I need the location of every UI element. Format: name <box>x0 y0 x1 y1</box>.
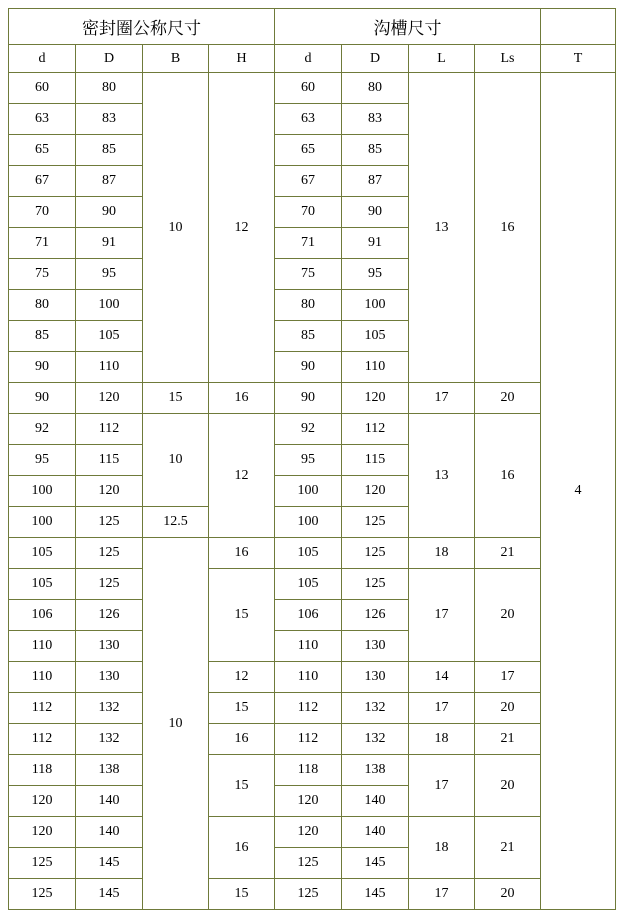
cell-seal-D: 115 <box>76 445 143 476</box>
cell-l-merged: 13 <box>409 414 475 538</box>
cell-groove-d: 60 <box>275 73 342 104</box>
cell-seal-d: 120 <box>9 817 76 848</box>
cell-groove-d: 90 <box>275 352 342 383</box>
cell-l-merged: 18 <box>409 538 475 569</box>
cell-seal-d: 75 <box>9 259 76 290</box>
seal-ring-dimension-table <box>8 8 616 910</box>
cell-t-merged: 4 <box>541 73 616 910</box>
cell-groove-D: 91 <box>342 228 409 259</box>
cell-groove-D: 115 <box>342 445 409 476</box>
group-header-groove: 沟槽尺寸 <box>275 9 541 45</box>
column-header-seal-D: D <box>76 45 143 73</box>
document-page <box>0 8 623 899</box>
column-header-seal-B: B <box>143 45 209 73</box>
cell-b-merged: 12.5 <box>143 507 209 538</box>
cell-h-merged: 15 <box>209 879 275 910</box>
cell-groove-d: 118 <box>275 755 342 786</box>
cell-groove-d: 100 <box>275 476 342 507</box>
cell-ls-merged: 20 <box>475 693 541 724</box>
cell-groove-d: 71 <box>275 228 342 259</box>
cell-seal-d: 85 <box>9 321 76 352</box>
cell-groove-d: 110 <box>275 631 342 662</box>
cell-groove-d: 85 <box>275 321 342 352</box>
cell-seal-d: 63 <box>9 104 76 135</box>
cell-groove-D: 85 <box>342 135 409 166</box>
cell-groove-d: 106 <box>275 600 342 631</box>
cell-groove-d: 110 <box>275 662 342 693</box>
cell-groove-D: 130 <box>342 631 409 662</box>
cell-l-merged: 17 <box>409 755 475 817</box>
cell-groove-D: 87 <box>342 166 409 197</box>
cell-seal-d: 105 <box>9 538 76 569</box>
cell-ls-merged: 20 <box>475 879 541 910</box>
group-header-seal-nominal: 密封圈公称尺寸 <box>9 9 275 45</box>
cell-seal-d: 95 <box>9 445 76 476</box>
cell-l-merged: 17 <box>409 569 475 662</box>
cell-seal-D: 120 <box>76 383 143 414</box>
cell-groove-D: 120 <box>342 476 409 507</box>
cell-groove-d: 105 <box>275 538 342 569</box>
cell-groove-d: 67 <box>275 166 342 197</box>
column-header-seal-d: d <box>9 45 76 73</box>
table-row <box>9 383 616 414</box>
cell-seal-d: 67 <box>9 166 76 197</box>
table-row <box>9 414 616 445</box>
table-row <box>9 538 616 569</box>
cell-groove-d: 75 <box>275 259 342 290</box>
cell-groove-d: 120 <box>275 817 342 848</box>
cell-l-merged: 14 <box>409 662 475 693</box>
cell-groove-D: 112 <box>342 414 409 445</box>
cell-seal-d: 80 <box>9 290 76 321</box>
cell-groove-d: 70 <box>275 197 342 228</box>
cell-seal-D: 87 <box>76 166 143 197</box>
cell-groove-D: 110 <box>342 352 409 383</box>
cell-seal-D: 90 <box>76 197 143 228</box>
cell-l-merged: 18 <box>409 817 475 879</box>
column-header-groove-d: d <box>275 45 342 73</box>
cell-groove-D: 125 <box>342 538 409 569</box>
cell-groove-d: 100 <box>275 507 342 538</box>
cell-seal-d: 65 <box>9 135 76 166</box>
column-header-row <box>9 45 616 73</box>
cell-seal-d: 125 <box>9 848 76 879</box>
cell-seal-D: 105 <box>76 321 143 352</box>
cell-h-merged: 16 <box>209 538 275 569</box>
cell-seal-d: 100 <box>9 476 76 507</box>
cell-seal-D: 138 <box>76 755 143 786</box>
cell-h-merged: 12 <box>209 662 275 693</box>
cell-seal-D: 125 <box>76 569 143 600</box>
cell-seal-d: 105 <box>9 569 76 600</box>
cell-seal-D: 95 <box>76 259 143 290</box>
cell-b-merged: 15 <box>143 383 209 414</box>
cell-groove-d: 112 <box>275 724 342 755</box>
cell-seal-d: 120 <box>9 786 76 817</box>
cell-seal-D: 140 <box>76 817 143 848</box>
cell-seal-D: 91 <box>76 228 143 259</box>
cell-h-merged: 16 <box>209 383 275 414</box>
cell-seal-D: 110 <box>76 352 143 383</box>
cell-groove-D: 126 <box>342 600 409 631</box>
cell-l-merged: 17 <box>409 383 475 414</box>
cell-groove-D: 132 <box>342 724 409 755</box>
cell-ls-merged: 17 <box>475 662 541 693</box>
cell-seal-d: 112 <box>9 724 76 755</box>
cell-h-merged: 12 <box>209 414 275 538</box>
table-row <box>9 755 616 786</box>
cell-ls-merged: 20 <box>475 569 541 662</box>
cell-ls-merged: 21 <box>475 724 541 755</box>
cell-h-merged: 16 <box>209 817 275 879</box>
cell-groove-D: 83 <box>342 104 409 135</box>
cell-groove-D: 80 <box>342 73 409 104</box>
column-header-T: T <box>541 45 616 73</box>
cell-groove-d: 125 <box>275 879 342 910</box>
column-header-groove-L: L <box>409 45 475 73</box>
cell-seal-d: 60 <box>9 73 76 104</box>
cell-groove-D: 145 <box>342 879 409 910</box>
cell-seal-D: 132 <box>76 693 143 724</box>
cell-seal-d: 90 <box>9 383 76 414</box>
cell-groove-d: 95 <box>275 445 342 476</box>
cell-groove-d: 125 <box>275 848 342 879</box>
cell-seal-d: 70 <box>9 197 76 228</box>
cell-groove-D: 120 <box>342 383 409 414</box>
cell-seal-d: 90 <box>9 352 76 383</box>
cell-groove-d: 80 <box>275 290 342 321</box>
table-row <box>9 569 616 600</box>
cell-groove-d: 105 <box>275 569 342 600</box>
cell-groove-D: 95 <box>342 259 409 290</box>
cell-ls-merged: 16 <box>475 73 541 383</box>
table-row <box>9 724 616 755</box>
cell-seal-D: 80 <box>76 73 143 104</box>
table-row <box>9 693 616 724</box>
cell-ls-merged: 20 <box>475 383 541 414</box>
cell-seal-D: 125 <box>76 507 143 538</box>
table-row <box>9 879 616 910</box>
cell-seal-D: 85 <box>76 135 143 166</box>
cell-b-merged: 10 <box>143 73 209 383</box>
cell-h-merged: 15 <box>209 569 275 662</box>
cell-seal-D: 145 <box>76 879 143 910</box>
table-row <box>9 817 616 848</box>
cell-groove-D: 100 <box>342 290 409 321</box>
column-header-seal-H: H <box>209 45 275 73</box>
cell-h-merged: 15 <box>209 755 275 817</box>
cell-groove-D: 125 <box>342 507 409 538</box>
cell-groove-d: 65 <box>275 135 342 166</box>
cell-h-merged: 15 <box>209 693 275 724</box>
column-header-groove-Ls: Ls <box>475 45 541 73</box>
cell-seal-d: 71 <box>9 228 76 259</box>
table-body <box>9 73 616 910</box>
cell-seal-D: 125 <box>76 538 143 569</box>
cell-seal-d: 92 <box>9 414 76 445</box>
table-head <box>9 9 616 73</box>
cell-seal-D: 83 <box>76 104 143 135</box>
cell-ls-merged: 21 <box>475 538 541 569</box>
cell-groove-d: 92 <box>275 414 342 445</box>
cell-ls-merged: 16 <box>475 414 541 538</box>
cell-groove-D: 140 <box>342 817 409 848</box>
cell-seal-d: 112 <box>9 693 76 724</box>
cell-seal-D: 100 <box>76 290 143 321</box>
column-header-groove-D: D <box>342 45 409 73</box>
cell-l-merged: 18 <box>409 724 475 755</box>
cell-b-merged: 10 <box>143 538 209 910</box>
cell-groove-d: 112 <box>275 693 342 724</box>
cell-groove-d: 120 <box>275 786 342 817</box>
cell-seal-d: 110 <box>9 662 76 693</box>
cell-seal-D: 145 <box>76 848 143 879</box>
cell-h-merged: 16 <box>209 724 275 755</box>
cell-seal-D: 112 <box>76 414 143 445</box>
cell-groove-d: 90 <box>275 383 342 414</box>
cell-l-merged: 13 <box>409 73 475 383</box>
cell-seal-D: 120 <box>76 476 143 507</box>
cell-groove-D: 130 <box>342 662 409 693</box>
cell-groove-d: 63 <box>275 104 342 135</box>
cell-b-merged: 10 <box>143 414 209 507</box>
group-header-row <box>9 9 616 45</box>
cell-seal-D: 130 <box>76 631 143 662</box>
cell-groove-D: 138 <box>342 755 409 786</box>
cell-ls-merged: 21 <box>475 817 541 879</box>
cell-seal-d: 125 <box>9 879 76 910</box>
cell-groove-D: 140 <box>342 786 409 817</box>
cell-l-merged: 17 <box>409 693 475 724</box>
cell-h-merged: 12 <box>209 73 275 383</box>
cell-seal-d: 106 <box>9 600 76 631</box>
cell-seal-d: 100 <box>9 507 76 538</box>
cell-seal-d: 110 <box>9 631 76 662</box>
cell-seal-D: 130 <box>76 662 143 693</box>
cell-groove-D: 125 <box>342 569 409 600</box>
cell-groove-D: 90 <box>342 197 409 228</box>
cell-seal-D: 126 <box>76 600 143 631</box>
cell-ls-merged: 20 <box>475 755 541 817</box>
cell-seal-D: 140 <box>76 786 143 817</box>
table-row <box>9 662 616 693</box>
cell-seal-D: 132 <box>76 724 143 755</box>
cell-groove-D: 105 <box>342 321 409 352</box>
cell-groove-D: 145 <box>342 848 409 879</box>
group-header-thickness <box>541 9 616 45</box>
cell-seal-d: 118 <box>9 755 76 786</box>
table-row <box>9 73 616 104</box>
cell-groove-D: 132 <box>342 693 409 724</box>
cell-l-merged: 17 <box>409 879 475 910</box>
